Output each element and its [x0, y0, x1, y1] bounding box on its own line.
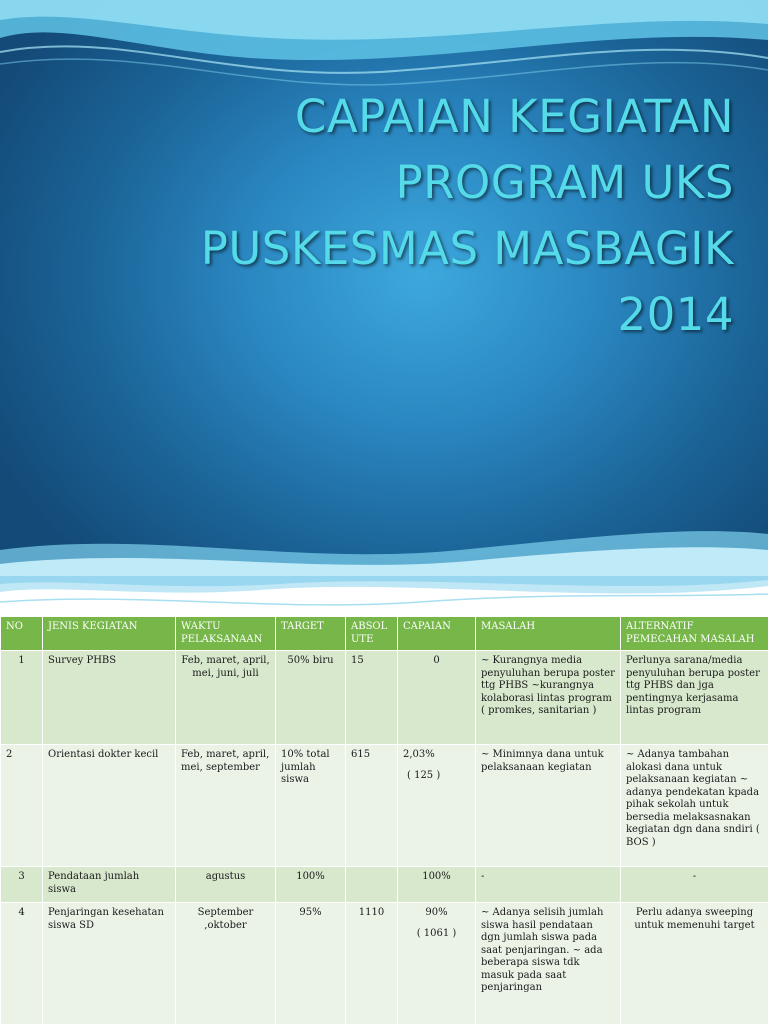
header-masalah: MASALAH: [476, 617, 621, 651]
cell-no: 3: [1, 867, 43, 903]
table-row: [1, 745, 768, 867]
header-alternatif-line-2: PEMECAHAN MASALAH: [626, 633, 755, 645]
cell-no: 4: [1, 903, 43, 1024]
header-waktu-pelaksanaan: [176, 617, 276, 651]
cell-no: 1: [1, 651, 43, 745]
header-absolute: [346, 617, 398, 651]
cell-absolute: 615: [346, 745, 398, 867]
title-line-4: 2014: [617, 288, 734, 341]
title-line-3: PUSKESMAS MASBAGIK: [200, 222, 734, 275]
header-absolute-line-2: UTE: [351, 633, 374, 645]
cell-alternatif: -: [621, 867, 768, 903]
bottom-wave-decoration: [0, 520, 768, 576]
header-target: TARGET: [276, 617, 346, 651]
capaian-value: 2,03%: [403, 749, 435, 760]
header-absolute-line-1: ABSOL: [351, 621, 388, 632]
capaian-count: ( 1061 ): [416, 927, 457, 939]
header-no: NO: [1, 617, 43, 651]
header-alternatif: [621, 617, 768, 651]
table-row: [1, 651, 768, 745]
cell-no: 2: [1, 745, 43, 867]
cell-waktu: agustus: [176, 867, 276, 903]
cell-waktu: September ,oktober: [176, 903, 276, 1024]
cell-absolute: 15: [346, 651, 398, 745]
cell-waktu: Feb, maret, april, mei, juni, juli: [176, 651, 276, 745]
header-waktu-line-2: PELAKSANAAN: [181, 633, 263, 645]
cell-masalah: ~ Adanya selisih jumlah siswa hasil pendataan dgn jumlah siswa pada saat penjaringan. ~ ada beberapa siswa tdk masuk pada saat penjaringan: [476, 903, 621, 1024]
table-row: [1, 867, 768, 903]
cell-waktu: Feb, maret, april, mei, september: [176, 745, 276, 867]
cell-capaian: [398, 651, 476, 745]
cell-capaian: [398, 867, 476, 903]
cell-alternatif: Perlunya sarana/media penyuluhan berupa poster ttg PHBS dan jga pentingnya kerjasama lintas program: [621, 651, 768, 745]
header-waktu-line-1: WAKTU: [181, 621, 221, 632]
header-jenis-kegiatan: JENIS KEGIATAN: [43, 617, 176, 651]
header-capaian: CAPAIAN: [398, 617, 476, 651]
table-slide: [0, 576, 768, 1024]
header-alternatif-line-1: ALTERNATIF: [626, 621, 694, 632]
cell-target: 95%: [276, 903, 346, 1024]
cell-target: 100%: [276, 867, 346, 903]
cell-masalah: -: [476, 867, 621, 903]
cell-absolute: 1110: [346, 903, 398, 1024]
table-row: [1, 903, 768, 1024]
cell-masalah: ~ Kurangnya media penyuluhan berupa poster ttg PHBS ~kurangnya kolaborasi lintas program ( promkes, sanitarian ): [476, 651, 621, 745]
capaian-value: 100%: [422, 871, 451, 882]
cell-jenis-kegiatan: Orientasi dokter kecil: [43, 745, 176, 867]
cell-alternatif: Perlu adanya sweeping untuk memenuhi target: [621, 903, 768, 1024]
cell-capaian: [398, 903, 476, 1024]
slide-title: [174, 84, 734, 348]
capaian-value: 0: [433, 655, 440, 666]
table-slide-wave: [0, 576, 768, 616]
capaian-value: 90%: [425, 907, 448, 918]
cell-capaian: [398, 745, 476, 867]
cell-target: 10% total jumlah siswa: [276, 745, 346, 867]
cell-alternatif: ~ Adanya tambahan alokasi dana untuk pelaksanaan kegiatan ~ adanya pendekatan kpada pihak sekolah untuk bersedia melaksasnakan kegiatan dgn dana sndiri ( BOS ): [621, 745, 768, 867]
cell-jenis-kegiatan: Pendataan jumlah siswa: [43, 867, 176, 903]
cell-masalah: ~ Minimnya dana untuk pelaksanaan kegiatan: [476, 745, 621, 867]
title-line-1: CAPAIAN KEGIATAN: [294, 90, 734, 143]
table-header-row: [1, 617, 768, 651]
cell-target: 50% biru: [276, 651, 346, 745]
cell-absolute: [346, 867, 398, 903]
activity-table: [0, 616, 768, 1024]
title-line-2: PROGRAM UKS: [395, 156, 734, 209]
cell-jenis-kegiatan: Penjaringan kesehatan siswa SD: [43, 903, 176, 1024]
cell-jenis-kegiatan: Survey PHBS: [43, 651, 176, 745]
capaian-count: ( 125 ): [407, 769, 441, 781]
